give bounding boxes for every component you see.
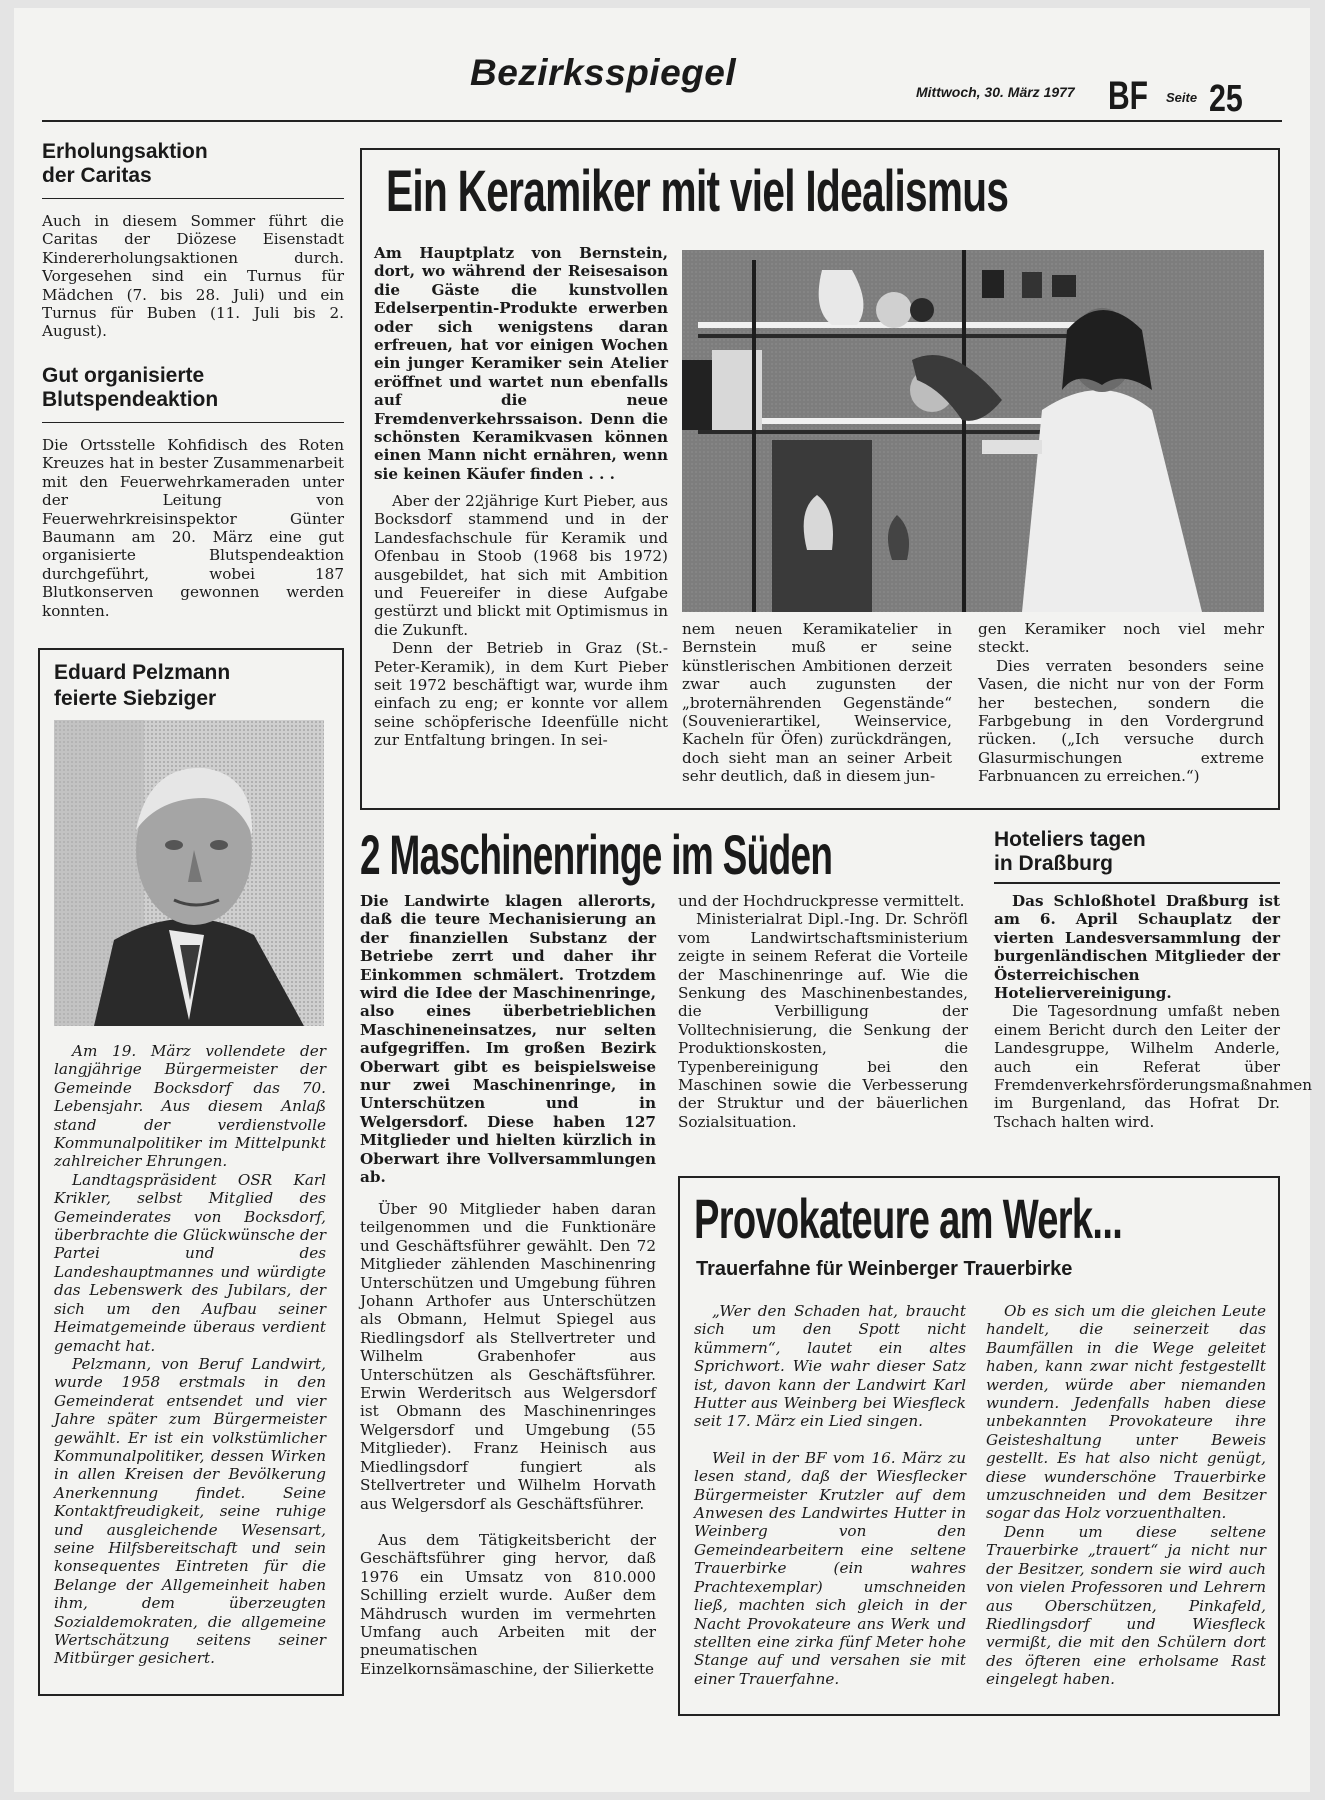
blutspende-title-line2: Blutspendeaktion bbox=[42, 388, 219, 411]
erholung-title bbox=[42, 140, 342, 188]
keramiker-p1: Aber der 22jährige Kurt Pieber, aus Bocksdorf stammend und in der Landesfachschule für Keramik und Ofenbau in Stoob (1968 bis 1972) ausgebildet, hat sich mit Ambition und Feuereifer in diese Aufgabe gestürzt und blickt mit Optimismus in die Zukunft. bbox=[374, 492, 668, 639]
erholung-body: Auch in diesem Sommer führt die Caritas der Diözese Eisenstadt Kindererholungsaktionen durch. Vorgesehen sind ein Turnus für Mädchen (7. bis 28. Juli) und ein Turnus für Buben (11. Juli bis 2. August). bbox=[42, 212, 344, 341]
pelzmann-title bbox=[54, 660, 334, 712]
blutspende-body: Die Ortsstelle Kohfidisch des Roten Kreuzes hat in bester Zusammenarbeit mit den Feuerwehrkameraden unter der Leitung von Feuerwehrkreisinspektor Günter Baumann am 20. März eine gut organisierte Blutspendeaktion durchgeführt, wobei 187 Blutkonserven gewonnen werden konnten. bbox=[42, 436, 344, 620]
hoteliers-rule bbox=[994, 882, 1280, 884]
keramiker-headline: Ein Keramiker mit viel Idealismus bbox=[386, 159, 1009, 224]
paper-logo: BF bbox=[1108, 74, 1148, 118]
hoteliers-title bbox=[994, 828, 1274, 876]
erholung-rule bbox=[42, 198, 344, 199]
portrait-image bbox=[54, 720, 324, 1026]
maschinen-col2-p2: Ministerialrat Dipl.-Ing. Dr. Schröfl vom Landwirtschaftsministerium zeigte in seinem Referat die Vorteile der Maschinenringe auf. Wie die Senkung des Maschinenbestandes, die Verbilligung der Volltechnisierung, die Senkung der Produktionskosten, die Typenbereinigung bei den Maschinen sowie die Verbesserung der Struktur und der bäuerlichen Sozialsituation. bbox=[678, 910, 968, 1131]
keramiker-col3-p1: gen Keramiker noch viel mehr steckt. bbox=[978, 620, 1264, 657]
provokateure-col2 bbox=[986, 1302, 1266, 1689]
pelzmann-p3: Pelzmann, von Beruf Landwirt, wurde 1958 erstmals in den Gemeinderat entsendet und vier Jahre später zum Bürgermeister gewählt. Er ist ein volkstümlicher Kommunalpolitiker, dessen Wirken in allen Kreisen der Bevölkerung Anerkennung findet. Seine Kontaktfreudigkeit, seine ruhige und ausgleichende Wesensart, seine Hilfsbereitschaft und sein konsequentes Eintreten für die Belange der Allgemeinheit haben ihm, dem überzeugten Sozialdemokraten, die allgemeine Wertschätzung seitens seiner Mitbürger gesichert. bbox=[54, 1354, 326, 1668]
provokateure-col1-p2: Weil in der BF vom 16. März zu lesen stand, daß der Wiesflecker Bürgermeister Krutzler auf dem Anwesen des Landwirtes Hutter in Weinberg von den Gemeindearbeitern eine seltene Trauerbirke (ein wahres Prachtexemplar) umschneiden ließ, machten sich gleich in der Nacht Provokateure ans Werk und stellten eine zirka fünf Meter hohe Stange auf und versahen sie mit einer Trauerfahne. bbox=[694, 1448, 966, 1688]
keramiker-lead: Am Hauptplatz von Bernstein, dort, wo während der Reisesaison die Gäste die kunstvollen Edelserpentin-Produkte erwerben oder sich wenigstens daran erfreuen, hat vor einigen Wochen ein junger Keramiker sein Atelier eröffnet und wartet nun ebenfalls auf die neue Fremdenverkehrssaison. Denn die schönsten Keramikvasen können einen Mann nicht ernähren, wenn sie keinen Käufer finden . . . bbox=[374, 244, 668, 483]
blutspende-title-line1: Gut organisierte bbox=[42, 364, 205, 387]
maschinen-p2: Aus dem Tätigkeitsbericht der Geschäftsführer ging hervor, daß 1976 ein Umsatz von 810.000 Schilling erzielt wurde. Außer dem Mähdrusch wurden im vermehrten Umfang auch Arbeiten mit der pneumatischen Einzelkornsämaschine, der Silierkette bbox=[360, 1530, 656, 1678]
section-title: Bezirksspiegel bbox=[470, 52, 737, 93]
provokateure-col1 bbox=[694, 1302, 966, 1688]
pelzmann-p1: Am 19. März vollendete der langjährige Bürgermeister der Gemeinde Bocksdorf das 70. Lebensjahr. Aus diesem Anlaß stand der verdienstvolle Kommunalpolitiker im Mittelpunkt zahlreicher Ehrungen. bbox=[54, 1042, 326, 1171]
keramiker-col1 bbox=[374, 492, 668, 750]
maschinen-col1 bbox=[360, 1200, 656, 1678]
keramiker-col2: nem neuen Keramikatelier in Bernstein muß er seine künstlerischen Ambitionen derzeit zwar auch zugunsten der „broternährenden Gegenstände“ (Souvenierartikel, Weinservice, Kacheln für Öfen) zurückdrängen, doch sieht man an seiner Arbeit sehr deutlich, daß in diesem jun- bbox=[682, 620, 952, 786]
maschinen-col2-p1: und der Hochdruckpresse vermittelt. bbox=[678, 892, 965, 910]
blutspende-rule bbox=[42, 422, 344, 423]
page-label: Seite bbox=[1166, 90, 1198, 105]
maschinen-col2 bbox=[678, 892, 968, 1131]
provokateure-col2-p2: Denn um diese seltene Trauerbirke „trauert“ ja nicht nur der Besitzer, sondern sie wird auch von vielen Professoren und Lehrern aus Oberschützen, Pinkafeld, Riedlingsdorf und Wiesfleck vermißt, die mit den Schülern dort des öfteren eine erholsame Rast eingelegt haben. bbox=[986, 1522, 1266, 1689]
blutspende-title bbox=[42, 364, 342, 412]
issue-date: Mittwoch, 30. März 1977 bbox=[916, 84, 1075, 100]
pelzmann-p2: Landtagspräsident OSR Karl Krikler, selbst Mitglied des Gemeinderates von Bocksdorf, überbrachte die Glückwünsche der Partei und des Landeshauptmannes und würdigte das Lebenswerk des Jubilars, der sich um den Aufbau seiner Heimatgemeinde überaus verdient gemacht hat. bbox=[54, 1170, 326, 1355]
pelzmann-title-line2: feierte Siebziger bbox=[54, 687, 217, 710]
provokateure-subhead: Trauerfahne für Weinberger Trauerbirke bbox=[696, 1258, 1073, 1280]
hoteliers-p1: Die Tagesordnung umfaßt neben einem Bericht durch den Leiter der Landesgruppe, Wilhelm Anderle, auch ein Referat über Fremdenverkehrsförderungsmaßnahmen im Burgenland, das Hofrat Dr. Tschach halten wird. bbox=[994, 1002, 1312, 1131]
provokateure-col2-p1: Ob es sich um die gleichen Leute handelt, die seinerzeit das Baumfällen in die Wege geleitet haben, kann zwar nicht festgestellt werden, würde aber niemanden wundern. Jedenfalls haben diese unbekannten Provokateure ihre Geisteshaltung unter Beweis gestellt. Es hat also nicht genügt, diese wunderschöne Trauerbirke umzuschneiden und dem Besitzer sogar das Holz vorzuenthalten. bbox=[986, 1302, 1266, 1523]
keramiker-col3 bbox=[978, 620, 1264, 786]
keramiker-col3-p2: Dies verraten besonders seine Vasen, die nicht nur von der Form her bestechen, sondern die Farbgebung in den Vordergrund rücken. („Ich versuche durch Glasurmischungen extreme Farbnuancen zu erreichen.“) bbox=[978, 656, 1264, 786]
keramiker-photo bbox=[682, 250, 1264, 612]
maschinen-headline: 2 Maschinenringe im Süden bbox=[360, 823, 833, 886]
keramiker-p2: Denn der Betrieb in Graz (St.-Peter-Keramik), in dem Kurt Pieber seit 1972 beschäftigt war, wurde ihm einfach zu eng; er konnte vor allem seine schöpferische Ideenfülle nicht zur Entfaltung bringen. In sei- bbox=[374, 639, 668, 750]
page-number: 25 bbox=[1209, 78, 1243, 120]
pelzmann-portrait-photo bbox=[54, 720, 324, 1026]
provokateure-headline: Provokateure am Werk... bbox=[694, 1187, 1123, 1250]
pelzmann-title-line1: Eduard Pelzmann bbox=[54, 661, 231, 684]
erholung-title-line2: der Caritas bbox=[42, 164, 152, 187]
newspaper-page bbox=[14, 8, 1310, 1792]
hoteliers-body bbox=[994, 892, 1312, 1131]
maschinen-lead: Die Landwirte klagen allerorts, daß die teure Mechanisierung an der finanziellen Substanz der Betriebe zerrt und daher ihr Einkommen schmälert. Trotzdem wird die Idee der Maschinenringe, also eines überbetrieblichen Maschineneinsatzes, nur selten aufgegriffen. Im großen Bezirk Oberwart gibt es beispielsweise nur zwei Maschinenringe, in Unterschützen und in Welgersdorf. Diese haben 127 Mitglieder und hielten kürzlich in Oberwart ihre Vollversammlungen ab. bbox=[360, 892, 656, 1187]
ceramics-studio-image bbox=[682, 250, 1264, 612]
maschinen-p1: Über 90 Mitglieder haben daran teilgenommen und die Funktionäre und Geschäftsführer gewählt. Den 72 Mitglieder zählenden Maschinenring Unterschützen und Umgebung führen Johann Arthofer aus Unterschützen als Obmann, Helmut Spiegel aus Riedlingsdorf als Stellvertreter und Wilhelm Grabenhofer aus Unterschützen als Geschäftsführer. Erwin Werderitsch aus Welgersdorf ist Obmann des Maschinenringes Welgersdorf und Umgebung (55 Mitglieder). Franz Heinisch aus Miedlingsdorf fungiert als Stellvertreter und Wilhelm Horvath aus Welgersdorf als Geschäftsführer. bbox=[360, 1200, 656, 1513]
hoteliers-title-line2: in Draßburg bbox=[994, 852, 1113, 875]
erholung-title-line1: Erholungsaktion bbox=[42, 140, 208, 163]
hoteliers-lead: Das Schloßhotel Draßburg ist am 6. April Schauplatz der vierten Landesversammlung der burgenländischen Mitglieder der Österreichischen Hoteliervereinigung. bbox=[994, 892, 1280, 1003]
hoteliers-title-line1: Hoteliers tagen bbox=[994, 828, 1146, 851]
header-rule bbox=[42, 120, 1282, 122]
provokateure-col1-p1: „Wer den Schaden hat, braucht sich um den Spott nicht kümmern“, lautet ein altes Sprichwort. Wie wahr dieser Satz ist, davon kann der Landwirt Karl Hutter aus Weinberg bei Wiesfleck seit 17. März ein Lied singen. bbox=[694, 1302, 966, 1431]
pelzmann-body bbox=[54, 1042, 326, 1668]
